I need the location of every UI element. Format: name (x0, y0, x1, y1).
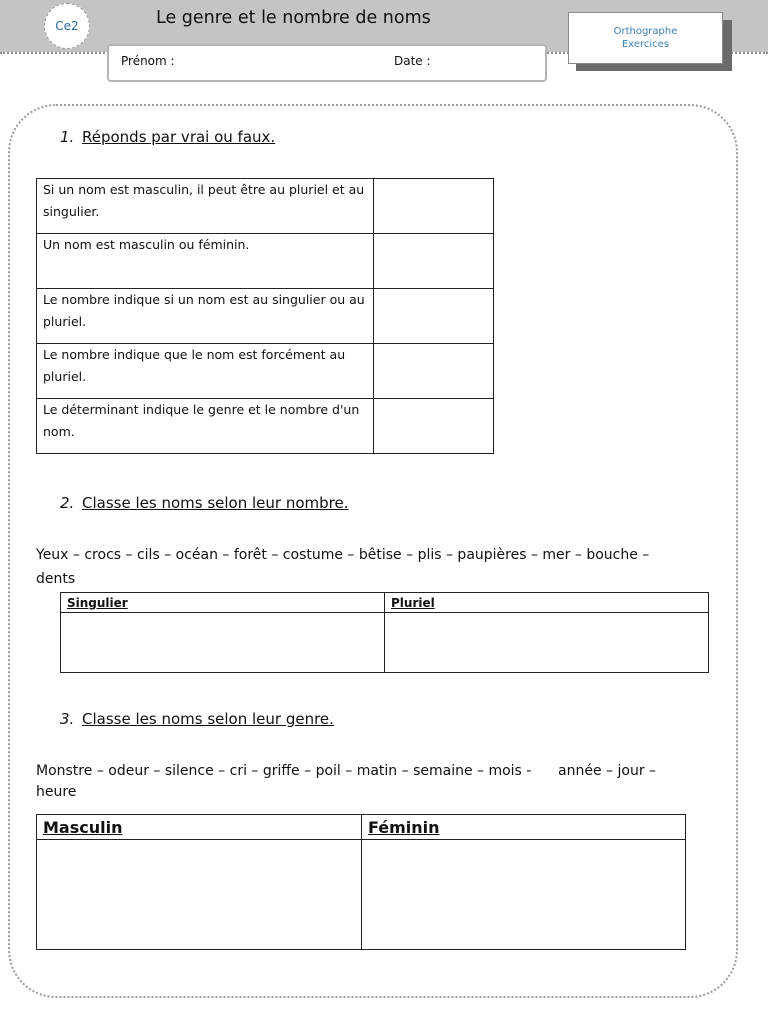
table-header-row (61, 593, 709, 613)
feminine-answer-cell[interactable] (362, 840, 686, 950)
table-row (37, 399, 494, 454)
table-row (61, 613, 709, 673)
gender-classification-table (36, 814, 686, 950)
answer-cell[interactable] (374, 234, 494, 289)
exercise3-title: Classe les noms selon leur genre. (82, 710, 334, 728)
statement-cell: Le déterminant indique le genre et le nombre d'un nom. (37, 399, 374, 454)
exercise2-number: 2. (60, 494, 75, 512)
true-false-table (36, 178, 494, 454)
plural-column-header: Pluriel (385, 593, 709, 613)
plural-answer-cell[interactable] (385, 613, 709, 673)
table-header-row (37, 815, 686, 840)
exercise2-word-list-line2: dents (36, 571, 76, 587)
exercise3-word-list-line2: heure (36, 784, 77, 800)
masculine-answer-cell[interactable] (37, 840, 362, 950)
table-row (37, 344, 494, 399)
statement-cell: Si un nom est masculin, il peut être au pluriel et au singulier. (37, 179, 374, 234)
answer-cell[interactable] (374, 289, 494, 344)
exercise1-number: 1. (60, 128, 75, 146)
exercise3-number: 3. (60, 710, 75, 728)
exercise2-heading (60, 494, 348, 512)
answer-cell[interactable] (374, 344, 494, 399)
exercise3-word-list-line1: Monstre – odeur – silence – cri – griffe – poil – matin – semaine – mois - année – jour – (36, 763, 657, 779)
answer-cell[interactable] (374, 179, 494, 234)
date-label: Date : (394, 54, 431, 68)
table-row (37, 234, 494, 289)
exercise3-heading (60, 710, 334, 728)
statement-cell: Un nom est masculin ou féminin. (37, 234, 374, 289)
level-label: Ce2 (55, 19, 79, 33)
exercise1-heading (60, 128, 275, 146)
table-row (37, 840, 686, 950)
statement-cell: Le nombre indique que le nom est forcément au pluriel. (37, 344, 374, 399)
table-row (37, 289, 494, 344)
exercise2-word-list-line1: Yeux – crocs – cils – océan – forêt – costume – bêtise – plis – paupières – mer – bouche – (36, 547, 650, 563)
masculine-column-header: Masculin (37, 815, 362, 840)
firstname-label: Prénom : (121, 54, 175, 68)
level-badge (44, 3, 90, 49)
student-info-box (107, 44, 547, 82)
singular-column-header: Singulier (61, 593, 385, 613)
category-label: Exercices (621, 39, 670, 50)
table-row (37, 179, 494, 234)
answer-cell[interactable] (374, 399, 494, 454)
subject-card (568, 12, 723, 64)
subject-label: Orthographe (613, 26, 678, 37)
singular-answer-cell[interactable] (61, 613, 385, 673)
feminine-column-header: Féminin (362, 815, 686, 840)
exercise1-title: Réponds par vrai ou faux. (82, 128, 276, 146)
number-classification-table (60, 592, 709, 673)
page-title: Le genre et le nombre de noms (156, 8, 431, 28)
exercise2-title: Classe les noms selon leur nombre. (82, 494, 349, 512)
statement-cell: Le nombre indique si un nom est au singulier ou au pluriel. (37, 289, 374, 344)
